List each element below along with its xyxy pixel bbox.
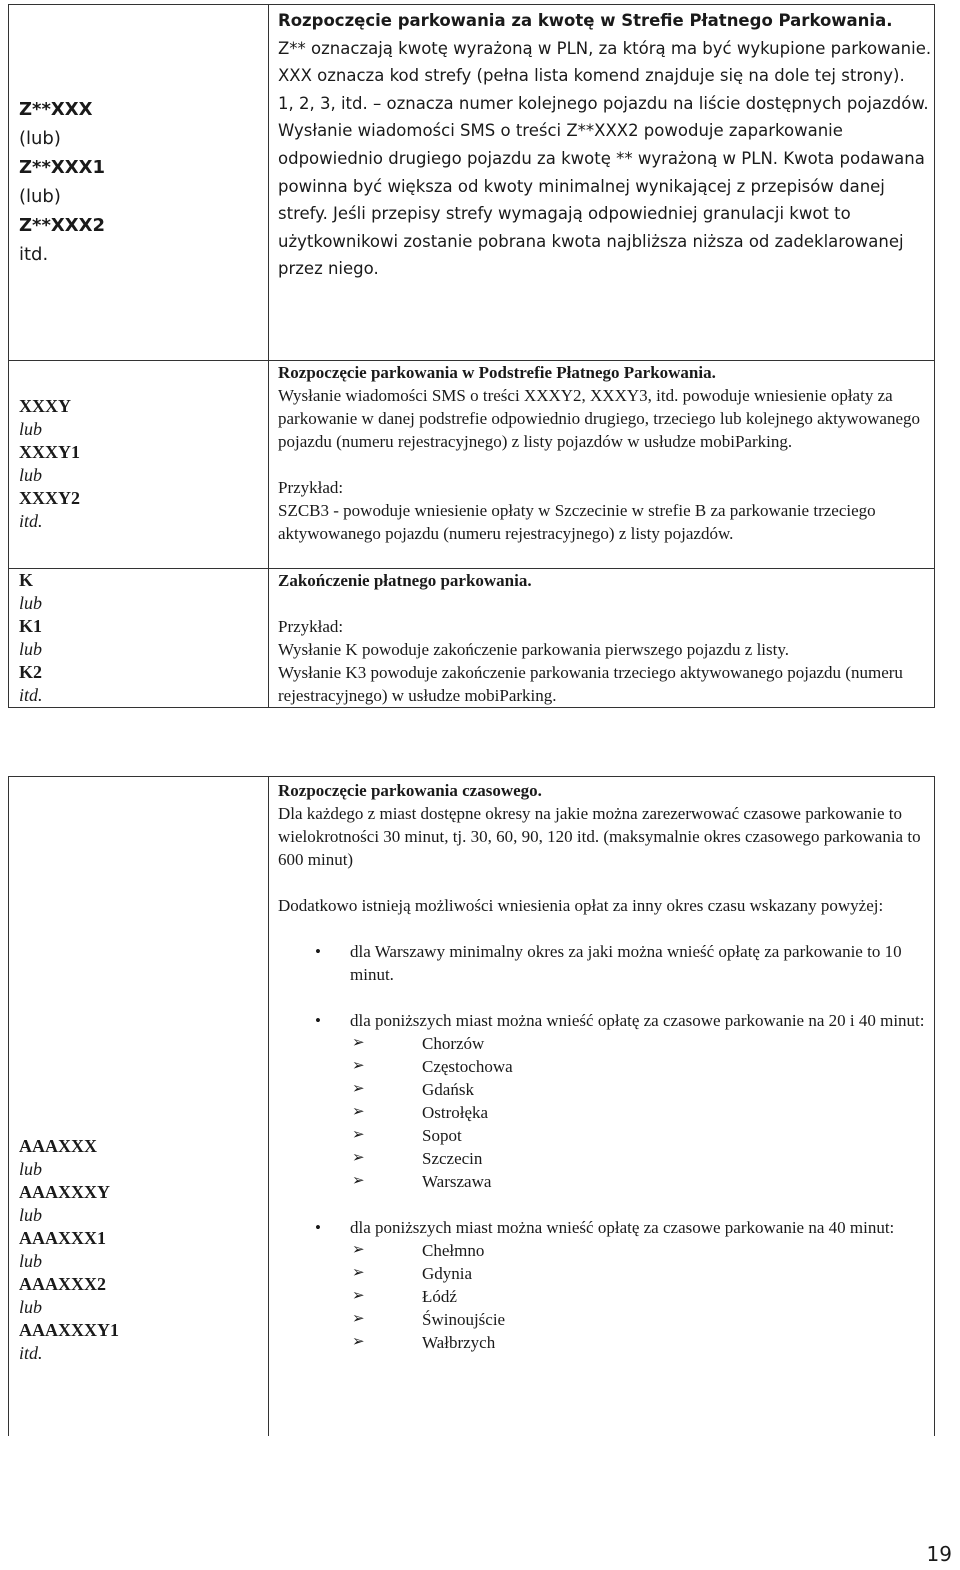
city-item [350,1078,934,1101]
city-item [350,1308,934,1331]
paragraph: 1, 2, 3, itd. – oznacza numer kolejnego pojazdu na liście dostępnych pojazdów. [278,93,929,113]
city-list-20-40 [350,1032,934,1193]
arrow-bullet-icon: ➢ [352,1288,365,1304]
arrow-bullet-icon: ➢ [352,1035,365,1051]
city-name: Szczecin [422,1149,483,1168]
city-name: Świnoujście [422,1310,506,1329]
city-name: Częstochowa [422,1057,513,1076]
arrow-bullet-icon: ➢ [352,1150,365,1166]
commands-table-1 [8,4,935,708]
city-item [350,1124,934,1147]
code-sep: lub [19,639,43,659]
code-sep: lub [19,1205,43,1225]
arrow-bullet-icon: ➢ [352,1081,365,1097]
code-sep: lub [19,593,43,613]
city-item [350,1170,934,1193]
row-end-parking [9,569,935,708]
code: AAAXXXY [19,1182,110,1202]
code-sep: lub [19,1297,43,1317]
code-sep: lub [19,1251,43,1271]
city-item [350,1055,934,1078]
code: AAAXXX1 [19,1228,106,1248]
list-item [278,1009,934,1193]
paragraph: XXX oznacza kod strefy (pełna lista komend znajduje się na dole tej strony). [278,66,905,86]
example-text: Wysłanie K powoduje zakończenie parkowania pierwszego pojazdu z listy. [278,640,789,659]
code-sep: lub [19,1159,43,1179]
city-name: Ostrołęka [422,1103,489,1122]
code: K2 [19,662,43,682]
city-name: Wałbrzych [422,1333,496,1352]
arrow-bullet-icon: ➢ [352,1334,365,1350]
codes-cell [9,361,269,569]
city-name: Sopot [422,1126,462,1145]
bullet-list [278,940,934,1354]
row-subzone-parking [9,361,935,569]
row-title: Rozpoczęcie parkowania za kwotę w Strefie Płatnego Parkowania. [278,11,893,30]
paragraph: Z** oznaczają kwotę wyrażoną w PLN, za którą ma być wykupione parkowanie. [278,38,932,58]
bullet-text: dla poniższych miast można wnieść opłatę za czasowe parkowanie na 40 minut: [350,1218,895,1237]
code-sep: (lub) [19,128,61,149]
bullet-text: dla Warszawy minimalny okres za jaki można wnieść opłatę za parkowanie to 10 minut. [350,942,902,984]
code: AAAXXX2 [19,1274,106,1294]
city-item [350,1101,934,1124]
list-item [278,940,934,986]
description-cell [269,569,935,708]
commands-table-2-clip [8,776,935,1436]
paragraph: Wysłanie wiadomości SMS o treści Z**XXX2 powoduje zaparkowanie odpowiednio drugiego pojazdu za kwotę ** wyrażoną w PLN. Kwota podawana powinna być większa od kwoty minimalnej wynikającej z przepisów danej strefy. Jeśli przepisy strefy wymagają odpowiedniej granulacji kwot to użytkownikowi zostanie pobrana kwota najbliższa niższa od zadeklarowanej przez niego. [278,121,925,279]
arrow-bullet-icon: ➢ [352,1104,365,1120]
codes-cell [9,777,269,1437]
city-item [350,1331,934,1354]
city-name: Chełmno [422,1241,485,1260]
code-sep: (lub) [19,186,61,207]
code-sep: lub [19,465,43,485]
city-list-40 [350,1239,934,1354]
example-text: Wysłanie K3 powoduje zakończenie parkowania trzeciego aktywowanego pojazdu (numeru rejestracyjnego) w usłudze mobiParking. [278,663,903,705]
code: AAAXXX [19,1136,97,1156]
description-cell [269,361,935,569]
codes-cell [9,5,269,361]
row-amount-parking [9,5,935,361]
arrow-bullet-icon: ➢ [352,1127,365,1143]
arrow-bullet-icon: ➢ [352,1311,365,1327]
arrow-bullet-icon: ➢ [352,1265,365,1281]
paragraph: Wysłanie wiadomości SMS o treści XXXY2, XXXY3, itd. powoduje wniesienie opłaty za parkowanie w danej podstrefie odpowiednio drugiego, trzeciego lub kolejnego aktywowanego pojazdu (numeru rejestracyjnego) z listy pojazdów w usłudze mobiParking. [278,386,921,451]
code: Z**XXX [19,99,93,120]
code: XXXY2 [19,488,80,508]
code-sep: itd. [19,511,43,531]
code-sep: lub [19,419,43,439]
paragraph: Dla każdego z miast dostępne okresy na jakie można zarezerwować czasowe parkowanie to wielokrotności 30 minut, tj. 30, 60, 90, 120 itd. (maksymalnie okres czasowego parkowania to 600 minut) [278,804,921,869]
city-item [350,1239,934,1262]
arrow-bullet-icon: ➢ [352,1173,365,1189]
code: Z**XXX2 [19,215,106,236]
description-cell [269,5,935,361]
example-label: Przykład: [278,617,344,636]
arrow-bullet-icon: ➢ [352,1058,365,1074]
code-sep: itd. [19,244,49,265]
city-name: Gdańsk [422,1080,474,1099]
city-name: Chorzów [422,1034,485,1053]
arrow-bullet-icon: ➢ [352,1242,365,1258]
commands-table-2 [8,776,935,1436]
city-name: Gdynia [422,1264,473,1283]
city-item [350,1262,934,1285]
description-cell [269,777,935,1437]
example-text: SZCB3 - powoduje wniesienie opłaty w Szczecinie w strefie B za parkowanie trzeciego aktywowanego pojazdu (numeru rejestracyjnego) z listy pojazdów. [278,501,876,543]
city-item [350,1032,934,1055]
city-name: Warszawa [422,1172,492,1191]
code: XXXY1 [19,442,80,462]
bullet-icon: • [315,1011,321,1030]
code: Z**XXX1 [19,157,106,178]
codes-cell [9,569,269,708]
code-sep: itd. [19,685,43,705]
row-title: Rozpoczęcie parkowania czasowego. [278,781,542,800]
paragraph: Dodatkowo istnieją możliwości wniesienia opłat za inny okres czasu wskazany powyżej: [278,896,884,915]
code: K1 [19,616,43,636]
bullet-text: dla poniższych miast można wnieść opłatę za czasowe parkowanie na 20 i 40 minut: [350,1011,925,1030]
code: XXXY [19,396,71,416]
row-time-parking [9,777,935,1437]
bullet-icon: • [315,1218,321,1237]
city-item [350,1285,934,1308]
code-sep: itd. [19,1343,43,1363]
list-item [278,1216,934,1354]
code: K [19,570,34,590]
city-name: Łódź [422,1287,457,1306]
row-title: Rozpoczęcie parkowania w Podstrefie Płatnego Parkowania. [278,363,716,382]
row-title: Zakończenie płatnego parkowania. [278,571,532,590]
bullet-icon: • [315,942,321,961]
code: AAAXXXY1 [19,1320,119,1340]
example-label: Przykład: [278,478,344,497]
city-item [350,1147,934,1170]
page-number: 19 [926,1542,952,1566]
